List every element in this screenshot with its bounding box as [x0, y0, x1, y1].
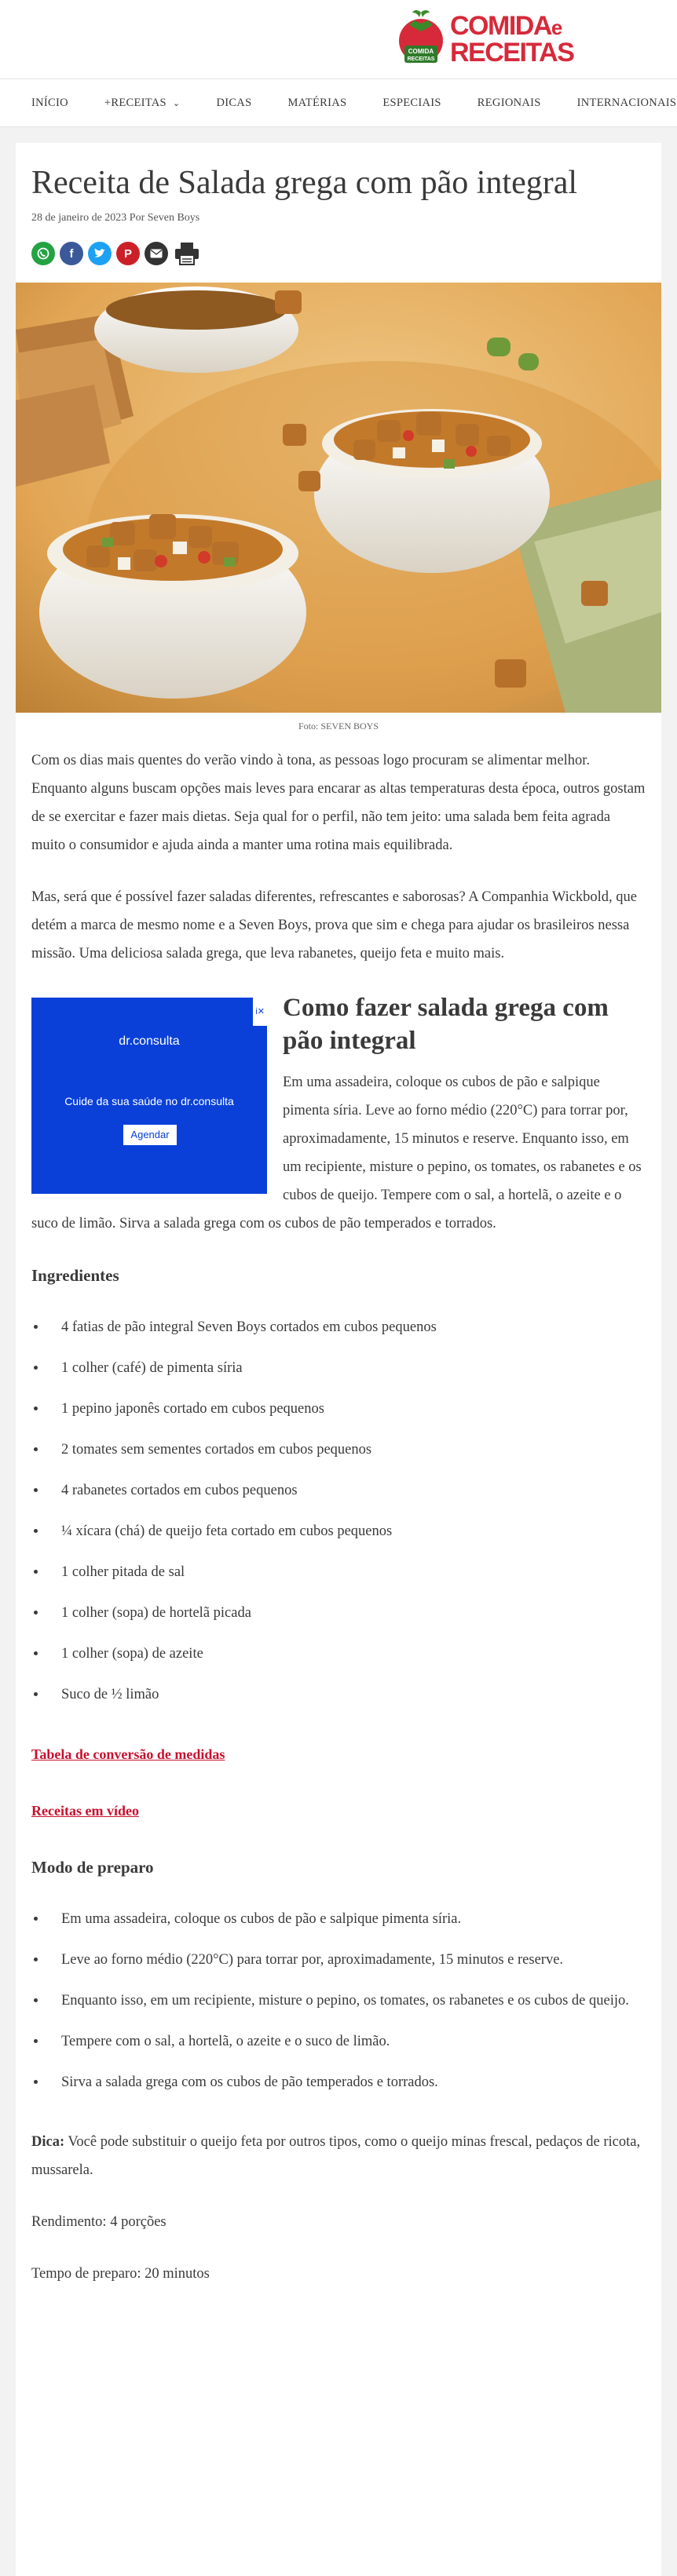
nav-dicas[interactable]: DICAS: [216, 96, 252, 109]
list-item: • Em uma assadeira, coloque os cubos de pão e salpique pimenta síria.: [47, 1905, 646, 1933]
list-item: • Sirva a salada grega com os cubos de pão temperados e torrados.: [47, 2068, 646, 2096]
chevron-down-icon: ⌄: [172, 98, 181, 108]
whatsapp-icon[interactable]: [31, 242, 55, 265]
list-item: • 1 colher pitada de sal: [47, 1558, 646, 1586]
list-item: • 4 fatias de pão integral Seven Boys cortados em cubos pequenos: [47, 1313, 646, 1341]
tip-label: Dica:: [31, 2134, 65, 2150]
logo-e: e: [551, 16, 562, 39]
page-title: Receita de Salada grega com pão integral: [31, 165, 578, 201]
list-item: • 1 pepino japonês cortado em cubos pequenos: [47, 1395, 646, 1423]
paragraph-method-summary: Em uma assadeira, coloque os cubos de pão e salpique pimenta síria. Leve ao forno médio (220°C) para torrar por, aproximadamente, 15 minutos e reserve. Enquanto isso, em um recipiente, misture o pepino, os tomates, os rabanetes e os cubos de queijo. Tempere com o sal, a hortelã, o azeite e o suco de limão. Sirva a salada grega com os cubos de pão temperados e torrados.: [31, 1075, 642, 1231]
tip-paragraph: [31, 2128, 646, 2184]
logo-line-1: COMIDA: [450, 11, 551, 41]
nav-internacionais[interactable]: INTERNACIONAIS: [576, 96, 677, 109]
paragraph-intro: Com os dias mais quentes do verão vindo à tona, as pessoas logo procuram se alimentar melhor. Enquanto alguns buscam opções mais leves para encarar as altas temperaturas desta época, outros gostam de se exercitar e fazer mais dietas. Seja qual for o perfil, não tem jeito: uma salada bem feita agrada muito o consumidor e ajuda ainda a manter uma rotina mais equilibrada.: [31, 753, 646, 853]
badge-text-1: COMIDA: [408, 48, 434, 55]
main-nav: [0, 78, 677, 127]
list-item: • 4 rabanetes cortados em cubos pequenos: [47, 1476, 646, 1505]
advertisement[interactable]: [31, 998, 267, 1194]
nav-regionais[interactable]: REGIONAIS: [477, 96, 541, 109]
ingredients-list: [31, 1313, 646, 1709]
article-body: [16, 732, 661, 2288]
pinterest-icon[interactable]: P: [116, 242, 140, 265]
video-recipes-link[interactable]: Receitas em vídeo: [31, 1803, 139, 1819]
badge-text-2: RECEITAS: [407, 57, 435, 62]
ad-button[interactable]: Agendar: [123, 1125, 177, 1145]
list-item: • ¼ xícara (chá) de queijo feta cortado em cubos pequenos: [47, 1517, 646, 1545]
paragraph-second: Mas, será que é possível fazer saladas diferentes, refrescantes e saborosas? A Companhia Wickbold, que detém a marca de mesmo nome e a Seven Boys, prova que sim e chega para ajudar os brasileiros nessa missão. Uma deliciosa salada grega, que leva rabanetes, queijo feta e muito mais.: [31, 889, 638, 961]
ad-brand: dr.consulta: [119, 1034, 180, 1048]
section-heading: Como fazer salada grega com pão integral: [283, 994, 609, 1055]
list-item: • 2 tomates sem sementes cortados em cubos pequenos: [47, 1436, 646, 1464]
twitter-icon[interactable]: [88, 242, 112, 265]
list-item: • Tempere com o sal, a hortelã, o azeite e o suco de limão.: [47, 2027, 646, 2056]
list-item: • 1 colher (sopa) de hortelã picada: [47, 1599, 646, 1627]
nav-inicio[interactable]: INÍCIO: [31, 96, 68, 109]
ad-close-icon[interactable]: i✕: [253, 998, 267, 1026]
list-item: • Enquanto isso, em um recipiente, misture o pepino, os tomates, os rabanetes e os cubos de queijo.: [47, 1987, 646, 2015]
list-item: • Leve ao forno médio (220°C) para torrar por, aproximadamente, 15 minutos e reserve.: [47, 1946, 646, 1974]
list-item: • Suco de ½ limão: [47, 1680, 646, 1709]
logo-line-2: RECEITAS: [450, 38, 574, 68]
logo-wordmark: [450, 11, 574, 68]
list-item: • 1 colher (café) de pimenta síria: [47, 1354, 646, 1382]
nav-especiais[interactable]: ESPECIAIS: [382, 96, 441, 109]
post-meta: 28 de janeiro de 2023 Por Seven Boys: [31, 212, 200, 224]
salad-photo: [16, 283, 661, 713]
email-icon[interactable]: [145, 242, 168, 265]
list-item: • 1 colher (sopa) de azeite: [47, 1640, 646, 1668]
hero-image: [16, 283, 661, 713]
method-list: [31, 1905, 646, 2096]
site-header: [0, 0, 677, 78]
method-heading: Modo de preparo: [31, 1858, 154, 1877]
nav-receitas-label: +RECEITAS: [104, 96, 167, 109]
tip-text: Você pode substituir o queijo feta por outros tipos, como o queijo minas frescal, pedaços de ricota, mussarela.: [31, 2134, 641, 2178]
share-bar: [16, 224, 661, 265]
article: [16, 143, 661, 2576]
conversion-table-link[interactable]: Tabela de conversão de medidas: [31, 1746, 225, 1762]
nav-materias[interactable]: MATÉRIAS: [287, 96, 347, 109]
ad-tagline: Cuide da sua saúde no dr.consulta: [64, 1095, 234, 1107]
prep-time: Tempo de preparo: 20 minutos: [31, 2266, 210, 2282]
image-caption: Foto: SEVEN BOYS: [298, 721, 379, 732]
yield: Rendimento: 4 porções: [31, 2214, 167, 2230]
facebook-icon[interactable]: f: [60, 242, 83, 265]
nav-receitas[interactable]: [104, 97, 181, 110]
tomato-logo-icon: [397, 8, 445, 71]
ingredients-heading: Ingredientes: [31, 1266, 119, 1285]
site-logo[interactable]: [397, 8, 573, 71]
print-icon[interactable]: [173, 242, 201, 265]
